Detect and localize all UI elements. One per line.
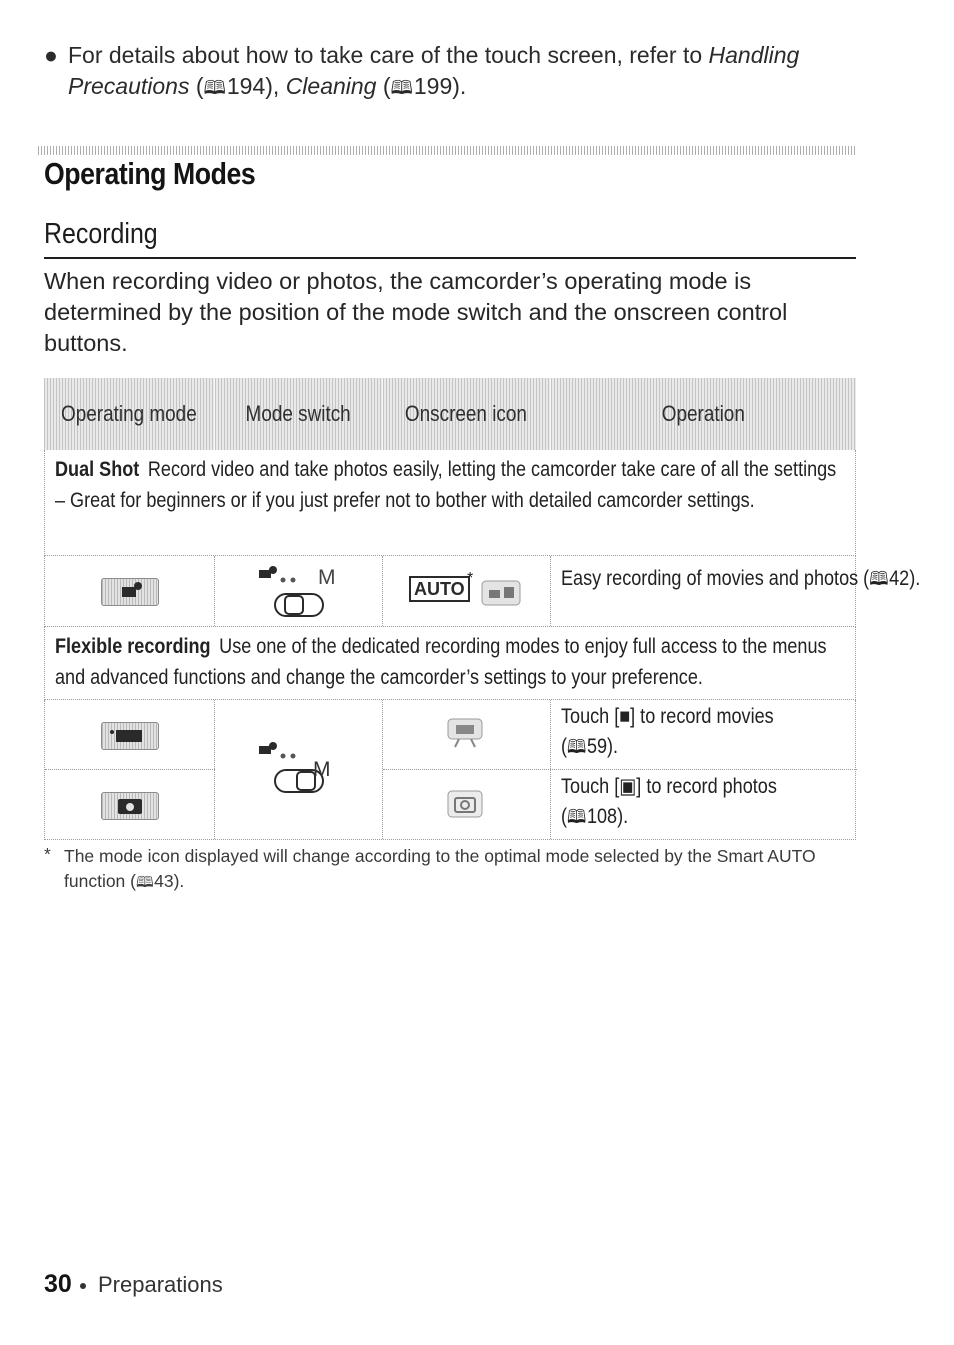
page-ref: 108 bbox=[586, 805, 618, 828]
subsection-rule bbox=[44, 257, 856, 259]
intro-text: When recording video or photos, the camcorder’s operating mode is determined by the position of the mode switch and the onscreen control buttons. bbox=[44, 268, 788, 356]
manual-mode-label: M bbox=[318, 566, 336, 589]
manual-mode-label: M bbox=[313, 758, 331, 781]
onscreen-icon-cell: AUTO * bbox=[383, 556, 551, 626]
book-icon: 🕮 bbox=[135, 874, 153, 891]
handling-precautions-ref[interactable]: Handling Precautions bbox=[68, 42, 800, 99]
page-number: 30 bbox=[44, 1270, 72, 1298]
operation-text: Easy recording of movies and photos ( bbox=[561, 567, 870, 590]
mode-switch-icon bbox=[255, 564, 355, 622]
header-onscreen-icon: Onscreen icon bbox=[404, 401, 527, 426]
dual-shot-description: Dual Shot Record video and take photos easily, letting the camcorder take care of all the settings – Great for beginners or if you just prefer not to bother with detailed camcorder settings. bbox=[44, 450, 856, 556]
mode-switch-icon bbox=[255, 740, 355, 800]
movie-mode-icon bbox=[101, 722, 159, 750]
photo-onscreen-icon[interactable] bbox=[447, 790, 483, 818]
bullet-icon: ● bbox=[44, 42, 58, 68]
operation-cell: Easy recording of movies and photos (🕮 42). bbox=[551, 556, 857, 626]
book-icon: 🕮 bbox=[567, 737, 586, 758]
header-mode-switch: Mode switch bbox=[245, 401, 351, 426]
flexible-onscreen-cell bbox=[383, 700, 551, 839]
flexible-recording-title: Flexible recording bbox=[55, 635, 211, 658]
flexible-operation-cell: Touch [■] to record movies (🕮 59). Touch [▣] to record photos (🕮 108). bbox=[551, 700, 857, 839]
movie-operation-text: ] to record movies bbox=[630, 705, 774, 728]
subsection-title: Recording bbox=[44, 218, 158, 250]
footer-separator-icon bbox=[80, 1283, 86, 1289]
dual-shot-onscreen-icon[interactable] bbox=[481, 580, 521, 606]
camera-icon: ▣ bbox=[619, 775, 637, 798]
mode-switch-cell bbox=[215, 556, 383, 626]
book-icon: 🕮 bbox=[567, 807, 586, 828]
section-divider bbox=[38, 146, 856, 155]
page-ref: 199 bbox=[413, 73, 453, 99]
intro-bullet: ● For details about how to take care of the touch screen, refer to Handling Precautions (🕮 194), Cleaning (🕮 199). bbox=[44, 40, 874, 104]
book-icon: 🕮 bbox=[390, 78, 412, 99]
dual-shot-title: Dual Shot bbox=[55, 458, 140, 481]
footnote: * The mode icon displayed will change according to the optimal mode selected by the Smart AUTO function (🕮 43). bbox=[44, 844, 854, 895]
flexible-recording-rows bbox=[44, 700, 856, 840]
dual-shot-row bbox=[44, 556, 921, 627]
flexible-mode-switch-cell bbox=[215, 700, 383, 839]
page-ref: 42 bbox=[889, 567, 910, 590]
operating-modes-table bbox=[44, 378, 921, 840]
page-ref: 43 bbox=[154, 871, 174, 891]
movie-onscreen-icon[interactable] bbox=[447, 718, 483, 748]
book-icon: 🕮 bbox=[203, 78, 225, 99]
header-operation: Operation bbox=[661, 401, 745, 426]
header-operating-mode: Operating mode bbox=[61, 401, 197, 426]
flexible-recording-description: Flexible recording Use one of the dedicated recording modes to enjoy full access to the menus and advanced functions and change the camcorder’s settings to your preference. bbox=[44, 627, 856, 700]
auto-icon[interactable]: AUTO bbox=[409, 576, 470, 602]
bullet-text: For details about how to take care of the touch screen, refer to bbox=[68, 42, 703, 68]
dual-shot-mode-icon bbox=[101, 578, 159, 606]
movie-icon: ■ bbox=[619, 705, 631, 728]
page-ref: 194 bbox=[226, 73, 266, 99]
page-ref: 59 bbox=[586, 735, 608, 758]
book-icon: 🕮 bbox=[869, 569, 888, 590]
section-title: Operating Modes bbox=[44, 156, 256, 191]
footer-section: Preparations bbox=[98, 1272, 223, 1297]
table-header bbox=[44, 378, 856, 450]
cleaning-ref[interactable]: Cleaning bbox=[285, 73, 377, 99]
photo-mode-icon bbox=[101, 792, 159, 820]
photo-operation-text: ] to record photos bbox=[636, 775, 777, 798]
